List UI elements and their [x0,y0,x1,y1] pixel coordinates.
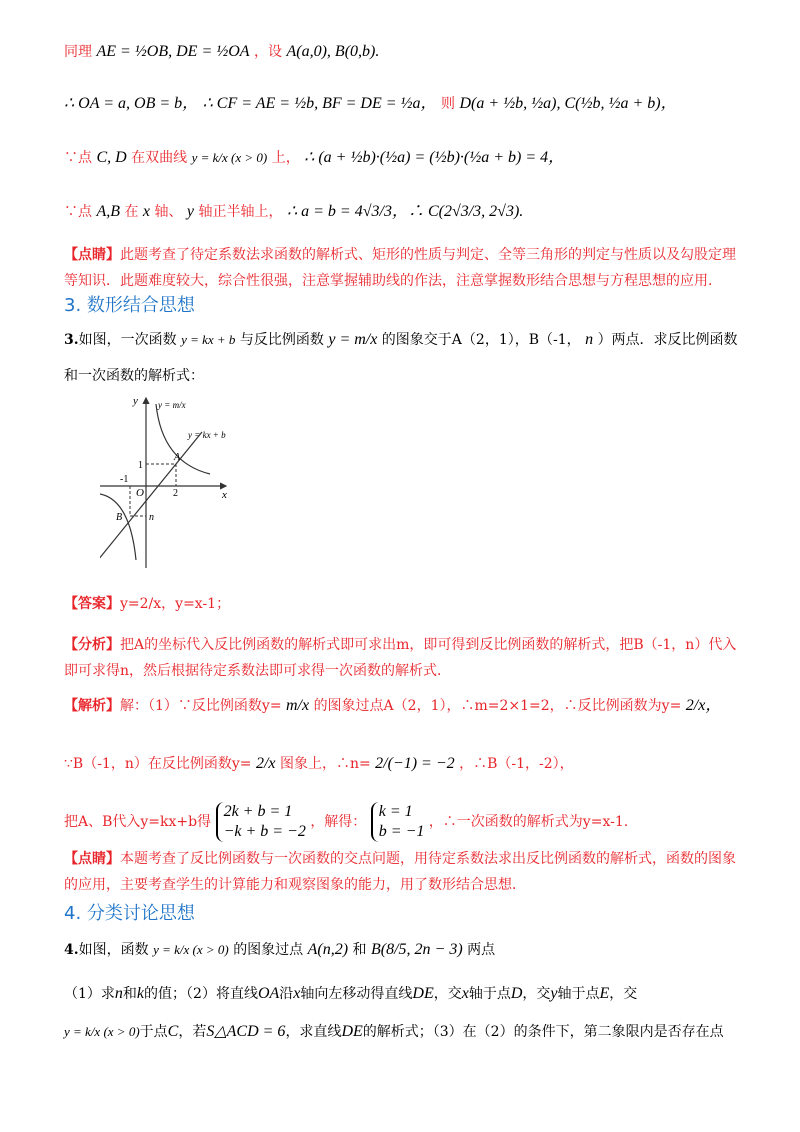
section-3-title: 3. 数形结合思想 [64,295,195,316]
text: 两点 [467,942,496,958]
equation-system-1 [216,802,306,842]
text: 于点 [139,1024,168,1040]
math: y = k/x (x > 0) [64,1024,140,1039]
comment-tag: 【点睛】 [64,247,120,263]
text: ，求直线 [285,1024,342,1040]
equation: b = −1 [378,823,425,840]
text: ∵点 [64,150,92,166]
label-line: y = kx + b [188,430,226,440]
label-two: 2 [173,488,178,499]
text: 的图象交于A（2，1），B（-1， [381,332,581,348]
question-3-line2: 和一次函数的解析式： [64,368,204,384]
math: n [585,331,594,348]
equation: k = 1 [378,803,413,820]
prev-solution-line1 [64,40,379,64]
math: y [186,203,195,220]
text: ，若 [178,1024,207,1040]
equation: 2k + b = 1 [223,803,293,820]
text: （1）求 [64,986,115,1002]
function-graph [100,392,240,572]
solution-line2 [64,752,574,776]
equation: −k + b = −2 [223,823,306,840]
question-number: 4. [64,942,79,958]
math: y = kx + b [181,332,236,347]
text: ，∴一次函数的解析式为y=x-1. [428,814,629,830]
comment-text: 此题考查了待定系数法求函数的解析式、矩形的性质与判定、全等三角形的判定与性质以及勾股定理等知识．此题难度较大，综合性很强，注意掌握辅助线的作法，注意掌握数形结合思想与方程思想的应用． [64,247,736,289]
prev-solution-line2 [64,92,677,116]
text: 图象上，∴n= [279,756,371,772]
label-x: x [222,489,227,501]
solution-line3 [64,802,628,842]
math: A,B [96,203,120,220]
section-4-title: 4. 分类讨论思想 [64,903,195,924]
math: A(a,0), B(0,b). [286,43,380,60]
math: x [142,203,151,220]
math: m/x [286,697,310,714]
prev-solution-line3 [64,146,564,170]
math: D(a + ½b, ½a), C(½b, ½a + b)， [459,95,677,112]
prev-solution-line4 [64,200,523,224]
text: 沿 [279,986,294,1002]
text: ∵点 [64,204,92,220]
question-4-line2 [64,982,637,1006]
label-n: n [149,512,154,523]
text: 轴于点 [468,986,511,1002]
math: ∴ CF = AE = ½b, BF = DE = ½a， [202,95,437,112]
text: 轴向左移动得直线 [300,986,413,1002]
math: k [136,985,145,1002]
comment-text: 本题考查了反比例函数与一次函数的交点问题，用待定系数法求出反比例函数的解析式，函数的图象的应用，主要考查学生的计算能力和观察图象的能力，用了数形结合思想． [64,851,736,893]
equation-system-2 [371,802,425,842]
math: DE [341,1023,363,1040]
analysis-tag: 【分析】 [64,637,120,653]
label-one: 1 [138,460,143,471]
answer-text: y=2/x，y=x-1； [120,596,231,612]
math: 2/x， [685,697,722,714]
label-curve: y = m/x [158,400,186,410]
question-3-line1 [64,328,738,352]
text: ，交 [609,986,638,1002]
question-4-line3 [64,1020,724,1044]
line-graph [100,432,202,560]
solution-line1 [64,694,721,718]
math: E [599,985,610,1002]
answer-tag: 【答案】 [64,596,120,612]
math: y = k/x (x > 0) [191,150,268,165]
text: 的图象过点A（2，1），∴m=2×1=2，∴反比例函数为y= [313,698,682,714]
analysis-text: 把A的坐标代入反比例函数的解析式即可求出m，即可得到反比例函数的解析式，把B（-1，n）代入即可求得n，然后根据待定系数法即可求得一次函数的解析式． [64,637,737,679]
comment-tag: 【点睛】 [64,851,120,867]
text: ∵B（-1，n）在反比例函数y= [64,756,252,772]
math: S△ACD = 6 [206,1023,286,1040]
text: 的图象过点 [233,942,304,958]
label-b: B [116,512,123,523]
label-y: y [133,395,138,407]
text: ，∴B（-1，-2）， [459,756,574,772]
text: ，设 [254,44,283,60]
text: 同理 [64,44,92,60]
math: ∴ OA = a, OB = b， [64,95,199,112]
math: D [510,985,523,1002]
math: x [293,985,301,1002]
math: OA [257,985,280,1002]
text: 的解析式；（3）在（2）的条件下，第二象限内是否存在点 [362,1024,724,1040]
text: 在双曲线 [131,150,188,166]
text: 则 [441,96,456,112]
prev-comment [64,242,744,294]
text: 如图，一次函数 [78,332,177,348]
text: ，解得： [310,814,367,830]
solution-tag: 【解析】 [64,698,120,714]
text: ）两点．求反比例函数 [597,332,738,348]
question-4-line1 [64,938,495,962]
text: ，交 [433,986,462,1002]
math: C [167,1023,179,1040]
math: B(8/5, 2n − 3) [370,941,463,958]
question-number: 3. [64,332,79,348]
math: C, D [96,149,127,166]
math: DE [412,985,434,1002]
math: A(n,2) [307,941,349,958]
text: 和 [352,942,367,958]
text: 在 [124,204,139,220]
math: x [461,985,469,1002]
text: 轴、 [154,204,183,220]
text: ，交 [522,986,551,1002]
label-neg-one: -1 [120,474,129,485]
analysis [64,632,744,684]
text: 轴正半轴上， [198,204,283,220]
comment-3 [64,846,744,898]
math: 2/(−1) = −2 [375,755,455,772]
answer [64,592,230,616]
text: 如图，函数 [78,942,149,958]
text: 把A、B代入y=kx+b得 [64,814,212,830]
text: 的值；（2）将直线 [144,986,258,1002]
math: n [114,985,123,1002]
text: 与反比例函数 [239,332,324,348]
math: AE = ½OB, DE = ½OA [96,43,250,60]
math: y [550,985,558,1002]
label-origin: O [136,487,144,499]
text: 和 [122,986,137,1002]
math: ∴ (a + ½b)·(½a) = (½b)·(½a + b) = 4， [304,149,565,166]
text: 解：（1）∵反比例函数y= [120,698,282,714]
math: 2/x [255,755,276,772]
label-a: A [174,452,181,463]
math: y = k/x (x > 0) [153,942,229,957]
math: ∴ a = b = 4√3/3，∴ C(2√3/3, 2√3). [286,203,524,220]
math: y = m/x [328,331,378,348]
text: 轴于点 [557,986,600,1002]
text: 上， [271,150,300,166]
